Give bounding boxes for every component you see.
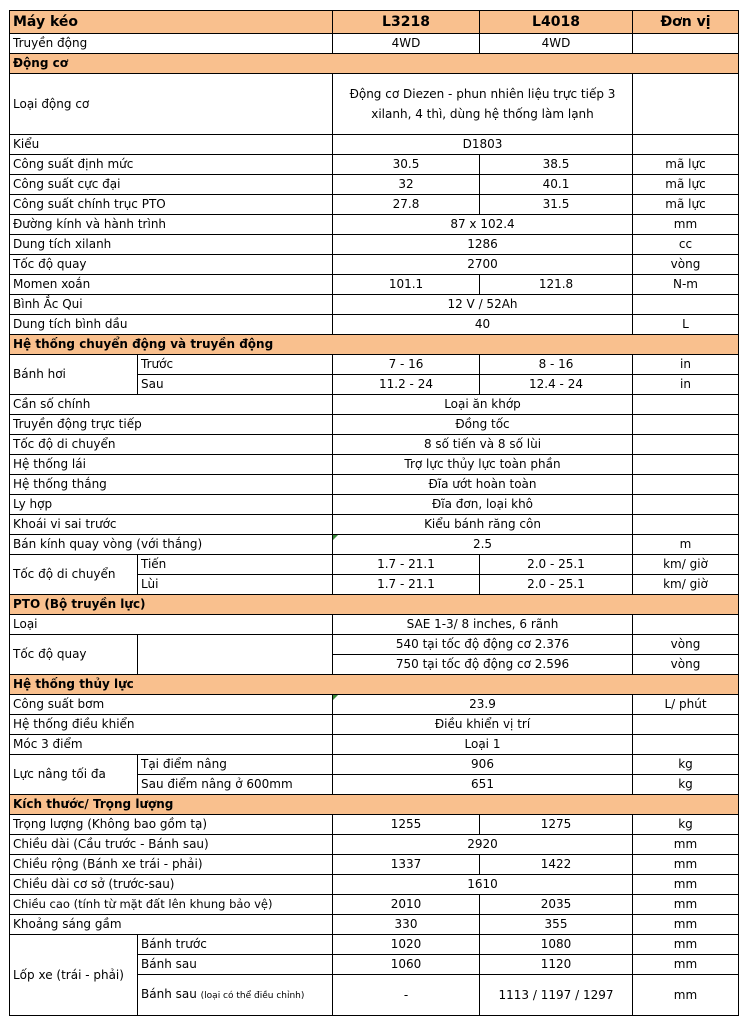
shared-value: 906: [333, 755, 633, 775]
unit-cell: [633, 435, 739, 455]
table-row: [10, 435, 739, 455]
table-row: [10, 155, 739, 175]
row-label: Dung tích bình dầu: [10, 315, 333, 335]
unit-cell: mm: [633, 875, 739, 895]
shared-value: Điều khiển vị trí: [333, 715, 633, 735]
row-label: Tốc độ di chuyển: [10, 555, 138, 595]
table-row: [10, 215, 739, 235]
row-label: Chiều rộng (Bánh xe trái - phải): [10, 855, 333, 875]
value-l4018: 12.4 - 24: [480, 375, 633, 395]
table-row: [10, 615, 739, 635]
engine-type-text: Động cơ Diezen - phun nhiên liệu trực tiếp 3 xilanh, 4 thì, dùng hệ thống làm lạnh: [349, 87, 616, 121]
unit-cell: vòng: [633, 255, 739, 275]
row-label: Khoái vi sai trước: [10, 515, 333, 535]
row-label: Tốc độ quay: [10, 635, 138, 675]
shared-value: 40: [333, 315, 633, 335]
unit-cell: vòng: [633, 635, 739, 655]
sub-label: Sau: [138, 375, 333, 395]
unit-cell: mã lực: [633, 155, 739, 175]
table-row: [10, 515, 739, 535]
table-row: [10, 735, 739, 755]
value-l3218: 1020: [333, 935, 480, 955]
unit-cell: mm: [633, 955, 739, 975]
shared-value: 1610: [333, 875, 633, 895]
shared-value: 87 x 102.4: [333, 215, 633, 235]
unit-cell: km/ giờ: [633, 555, 739, 575]
table-row: [10, 755, 739, 775]
value-l4018: 1113 / 1197 / 1297: [480, 975, 633, 1016]
section-row: [10, 675, 739, 695]
table-row: [10, 355, 739, 375]
value-l3218: -: [333, 975, 480, 1016]
sub-label: Tiến: [138, 555, 333, 575]
table-row: [10, 275, 739, 295]
row-label: Lốp xe (trái - phải): [10, 935, 138, 1016]
row-label: Bình Ắc Qui: [10, 295, 333, 315]
shared-value: 23.9: [333, 695, 633, 715]
shared-value: 1286: [333, 235, 633, 255]
row-label: Lực nâng tối đa: [10, 755, 138, 795]
section-row: [10, 335, 739, 355]
section-dimensions: Kích thước/ Trọng lượng: [10, 795, 739, 815]
unit-cell: mm: [633, 975, 739, 1016]
value-l3218: 1.7 - 21.1: [333, 555, 480, 575]
value-l4018: 2035: [480, 895, 633, 915]
value-l4018: 38.5: [480, 155, 633, 175]
table-row: [10, 555, 739, 575]
value-l3218: 330: [333, 915, 480, 935]
row-label: Truyền động: [10, 34, 333, 54]
unit-cell: km/ giờ: [633, 575, 739, 595]
value-l4018: 355: [480, 915, 633, 935]
unit-cell: mm: [633, 855, 739, 875]
section-drive: Hệ thống chuyển động và truyền động: [10, 335, 739, 355]
unit-cell: L/ phút: [633, 695, 739, 715]
shared-value: 2700: [333, 255, 633, 275]
table-row: [10, 535, 739, 555]
unit-cell: mm: [633, 935, 739, 955]
value-l3218: 2010: [333, 895, 480, 915]
header-model-label: Máy kéo: [10, 11, 333, 34]
value-l4018: 1275: [480, 815, 633, 835]
row-label: Công suất cực đại: [10, 175, 333, 195]
sub-label: Bánh trước: [138, 935, 333, 955]
row-label: Chiều dài cơ sở (trước-sau): [10, 875, 333, 895]
sub-label: Bánh sau: [138, 955, 333, 975]
table-row: [10, 255, 739, 275]
sub-label: Tại điểm nâng: [138, 755, 333, 775]
row-label: Hệ thống lái: [10, 455, 333, 475]
shared-value: Đĩa ướt hoàn toàn: [333, 475, 633, 495]
unit-cell: [633, 715, 739, 735]
table-row: [10, 195, 739, 215]
row-label: Bán kính quay vòng (với thắng): [10, 535, 333, 555]
section-engine: Động cơ: [10, 54, 739, 74]
value-l4018: 4WD: [480, 34, 633, 54]
value-l3218: 7 - 16: [333, 355, 480, 375]
unit-cell: [633, 34, 739, 54]
tractor-spec-table: [9, 10, 739, 1016]
table-row: [10, 175, 739, 195]
value-l4018: 1422: [480, 855, 633, 875]
shared-value: Trợ lực thủy lực toàn phần: [333, 455, 633, 475]
unit-cell: [633, 475, 739, 495]
table-row: [10, 635, 739, 655]
shared-value: Kiểu bánh răng côn: [333, 515, 633, 535]
shared-value: D1803: [333, 135, 633, 155]
value-l3218: 1255: [333, 815, 480, 835]
table-row: [10, 74, 739, 135]
table-row: [10, 715, 739, 735]
section-row: [10, 54, 739, 74]
row-label: Truyền động trực tiếp: [10, 415, 333, 435]
section-pto: PTO (Bộ truyền lực): [10, 595, 739, 615]
row-label: Khoảng sáng gầm: [10, 915, 333, 935]
unit-cell: [633, 295, 739, 315]
value-l3218: 30.5: [333, 155, 480, 175]
value-l4018: 2.0 - 25.1: [480, 555, 633, 575]
table-row: [10, 915, 739, 935]
table-row: [10, 815, 739, 835]
unit-cell: cc: [633, 235, 739, 255]
value-l3218: 1.7 - 21.1: [333, 575, 480, 595]
table-row: [10, 295, 739, 315]
blank-cell: [138, 635, 333, 675]
value-l4018: 8 - 16: [480, 355, 633, 375]
table-row: [10, 895, 739, 915]
header-l4018: L4018: [480, 11, 633, 34]
sub-label: Trước: [138, 355, 333, 375]
table-row: [10, 34, 739, 54]
table-row: [10, 835, 739, 855]
unit-cell: vòng: [633, 655, 739, 675]
table-row: [10, 455, 739, 475]
unit-cell: [633, 135, 739, 155]
unit-cell: [633, 415, 739, 435]
sub-label: Lùi: [138, 575, 333, 595]
sub-label-text: Bánh sau: [141, 986, 197, 1001]
unit-cell: mã lực: [633, 175, 739, 195]
shared-value: Đĩa đơn, loại khô: [333, 495, 633, 515]
value-l4018: 2.0 - 25.1: [480, 575, 633, 595]
value-l3218: 27.8: [333, 195, 480, 215]
shared-value: 651: [333, 775, 633, 795]
value-l4018: 1080: [480, 935, 633, 955]
value-l3218: 11.2 - 24: [333, 375, 480, 395]
table-row: [10, 475, 739, 495]
unit-cell: [633, 615, 739, 635]
shared-value: Loại ăn khớp: [333, 395, 633, 415]
unit-cell: [633, 515, 739, 535]
unit-cell: N-m: [633, 275, 739, 295]
unit-cell: L: [633, 315, 739, 335]
shared-value: SAE 1-3/ 8 inches, 6 rãnh: [333, 615, 633, 635]
unit-cell: mm: [633, 915, 739, 935]
table-row: [10, 875, 739, 895]
value-l3218: 101.1: [333, 275, 480, 295]
section-row: [10, 595, 739, 615]
unit-cell: in: [633, 375, 739, 395]
row-label: Chiều dài (Cầu trước - Bánh sau): [10, 835, 333, 855]
shared-value: 12 V / 52Ah: [333, 295, 633, 315]
unit-cell: [633, 395, 739, 415]
table-row: [10, 395, 739, 415]
table-row: [10, 235, 739, 255]
row-label: Chiều cao (tính từ mặt đất lên khung bảo vệ): [10, 895, 333, 915]
value-l4018: 121.8: [480, 275, 633, 295]
value-l3218: 1060: [333, 955, 480, 975]
unit-cell: kg: [633, 815, 739, 835]
row-label: Loại động cơ: [10, 74, 333, 135]
table-row: [10, 495, 739, 515]
value-l3218: 1337: [333, 855, 480, 875]
shared-value: Đồng tốc: [333, 415, 633, 435]
shared-value: Loại 1: [333, 735, 633, 755]
unit-cell: [633, 495, 739, 515]
sub-label-adjustable: [138, 975, 333, 1016]
unit-cell: mm: [633, 835, 739, 855]
shared-value: 750 tại tốc độ động cơ 2.596: [333, 655, 633, 675]
engine-type-value: [333, 74, 633, 135]
unit-cell: in: [633, 355, 739, 375]
unit-cell: kg: [633, 755, 739, 775]
row-label: Trọng lượng (Không bao gồm tạ): [10, 815, 333, 835]
sub-label: Sau điểm nâng ở 600mm: [138, 775, 333, 795]
header-l3218: L3218: [333, 11, 480, 34]
shared-value: 540 tại tốc độ động cơ 2.376: [333, 635, 633, 655]
shared-value: 2920: [333, 835, 633, 855]
row-label: Bánh hơi: [10, 355, 138, 395]
unit-cell: mm: [633, 215, 739, 235]
unit-cell: kg: [633, 775, 739, 795]
row-label: Hệ thống thắng: [10, 475, 333, 495]
table-row: [10, 135, 739, 155]
unit-cell: mm: [633, 895, 739, 915]
header-row: [10, 11, 739, 34]
spec-table-container: [9, 10, 739, 1016]
unit-cell: mã lực: [633, 195, 739, 215]
value-l4018: 40.1: [480, 175, 633, 195]
row-label: Hệ thống điều khiển: [10, 715, 333, 735]
row-label: Móc 3 điểm: [10, 735, 333, 755]
row-label: Kiểu: [10, 135, 333, 155]
table-row: [10, 855, 739, 875]
row-label: Tốc độ quay: [10, 255, 333, 275]
row-label: Cần số chính: [10, 395, 333, 415]
section-hydraulic: Hệ thống thủy lực: [10, 675, 739, 695]
header-unit: Đơn vị: [633, 11, 739, 34]
unit-cell: [633, 455, 739, 475]
value-l4018: 1120: [480, 955, 633, 975]
section-row: [10, 795, 739, 815]
row-label: Công suất chính trục PTO: [10, 195, 333, 215]
table-row: [10, 415, 739, 435]
row-label: Dung tích xilanh: [10, 235, 333, 255]
row-label: Ly hợp: [10, 495, 333, 515]
table-row: [10, 935, 739, 955]
value-l3218: 4WD: [333, 34, 480, 54]
table-row: [10, 695, 739, 715]
row-label: Tốc độ di chuyển: [10, 435, 333, 455]
shared-value: 2.5: [333, 535, 633, 555]
row-label: Đường kính và hành trình: [10, 215, 333, 235]
row-label: Momen xoắn: [10, 275, 333, 295]
unit-cell: [633, 735, 739, 755]
value-l4018: 31.5: [480, 195, 633, 215]
row-label: Công suất bơm: [10, 695, 333, 715]
row-label: Loại: [10, 615, 333, 635]
unit-cell: m: [633, 535, 739, 555]
table-row: [10, 315, 739, 335]
shared-value: 8 số tiến và 8 số lùi: [333, 435, 633, 455]
value-l3218: 32: [333, 175, 480, 195]
unit-cell: [633, 74, 739, 135]
sub-label-note: (loại có thể điều chỉnh): [200, 990, 305, 1001]
row-label: Công suất định mức: [10, 155, 333, 175]
